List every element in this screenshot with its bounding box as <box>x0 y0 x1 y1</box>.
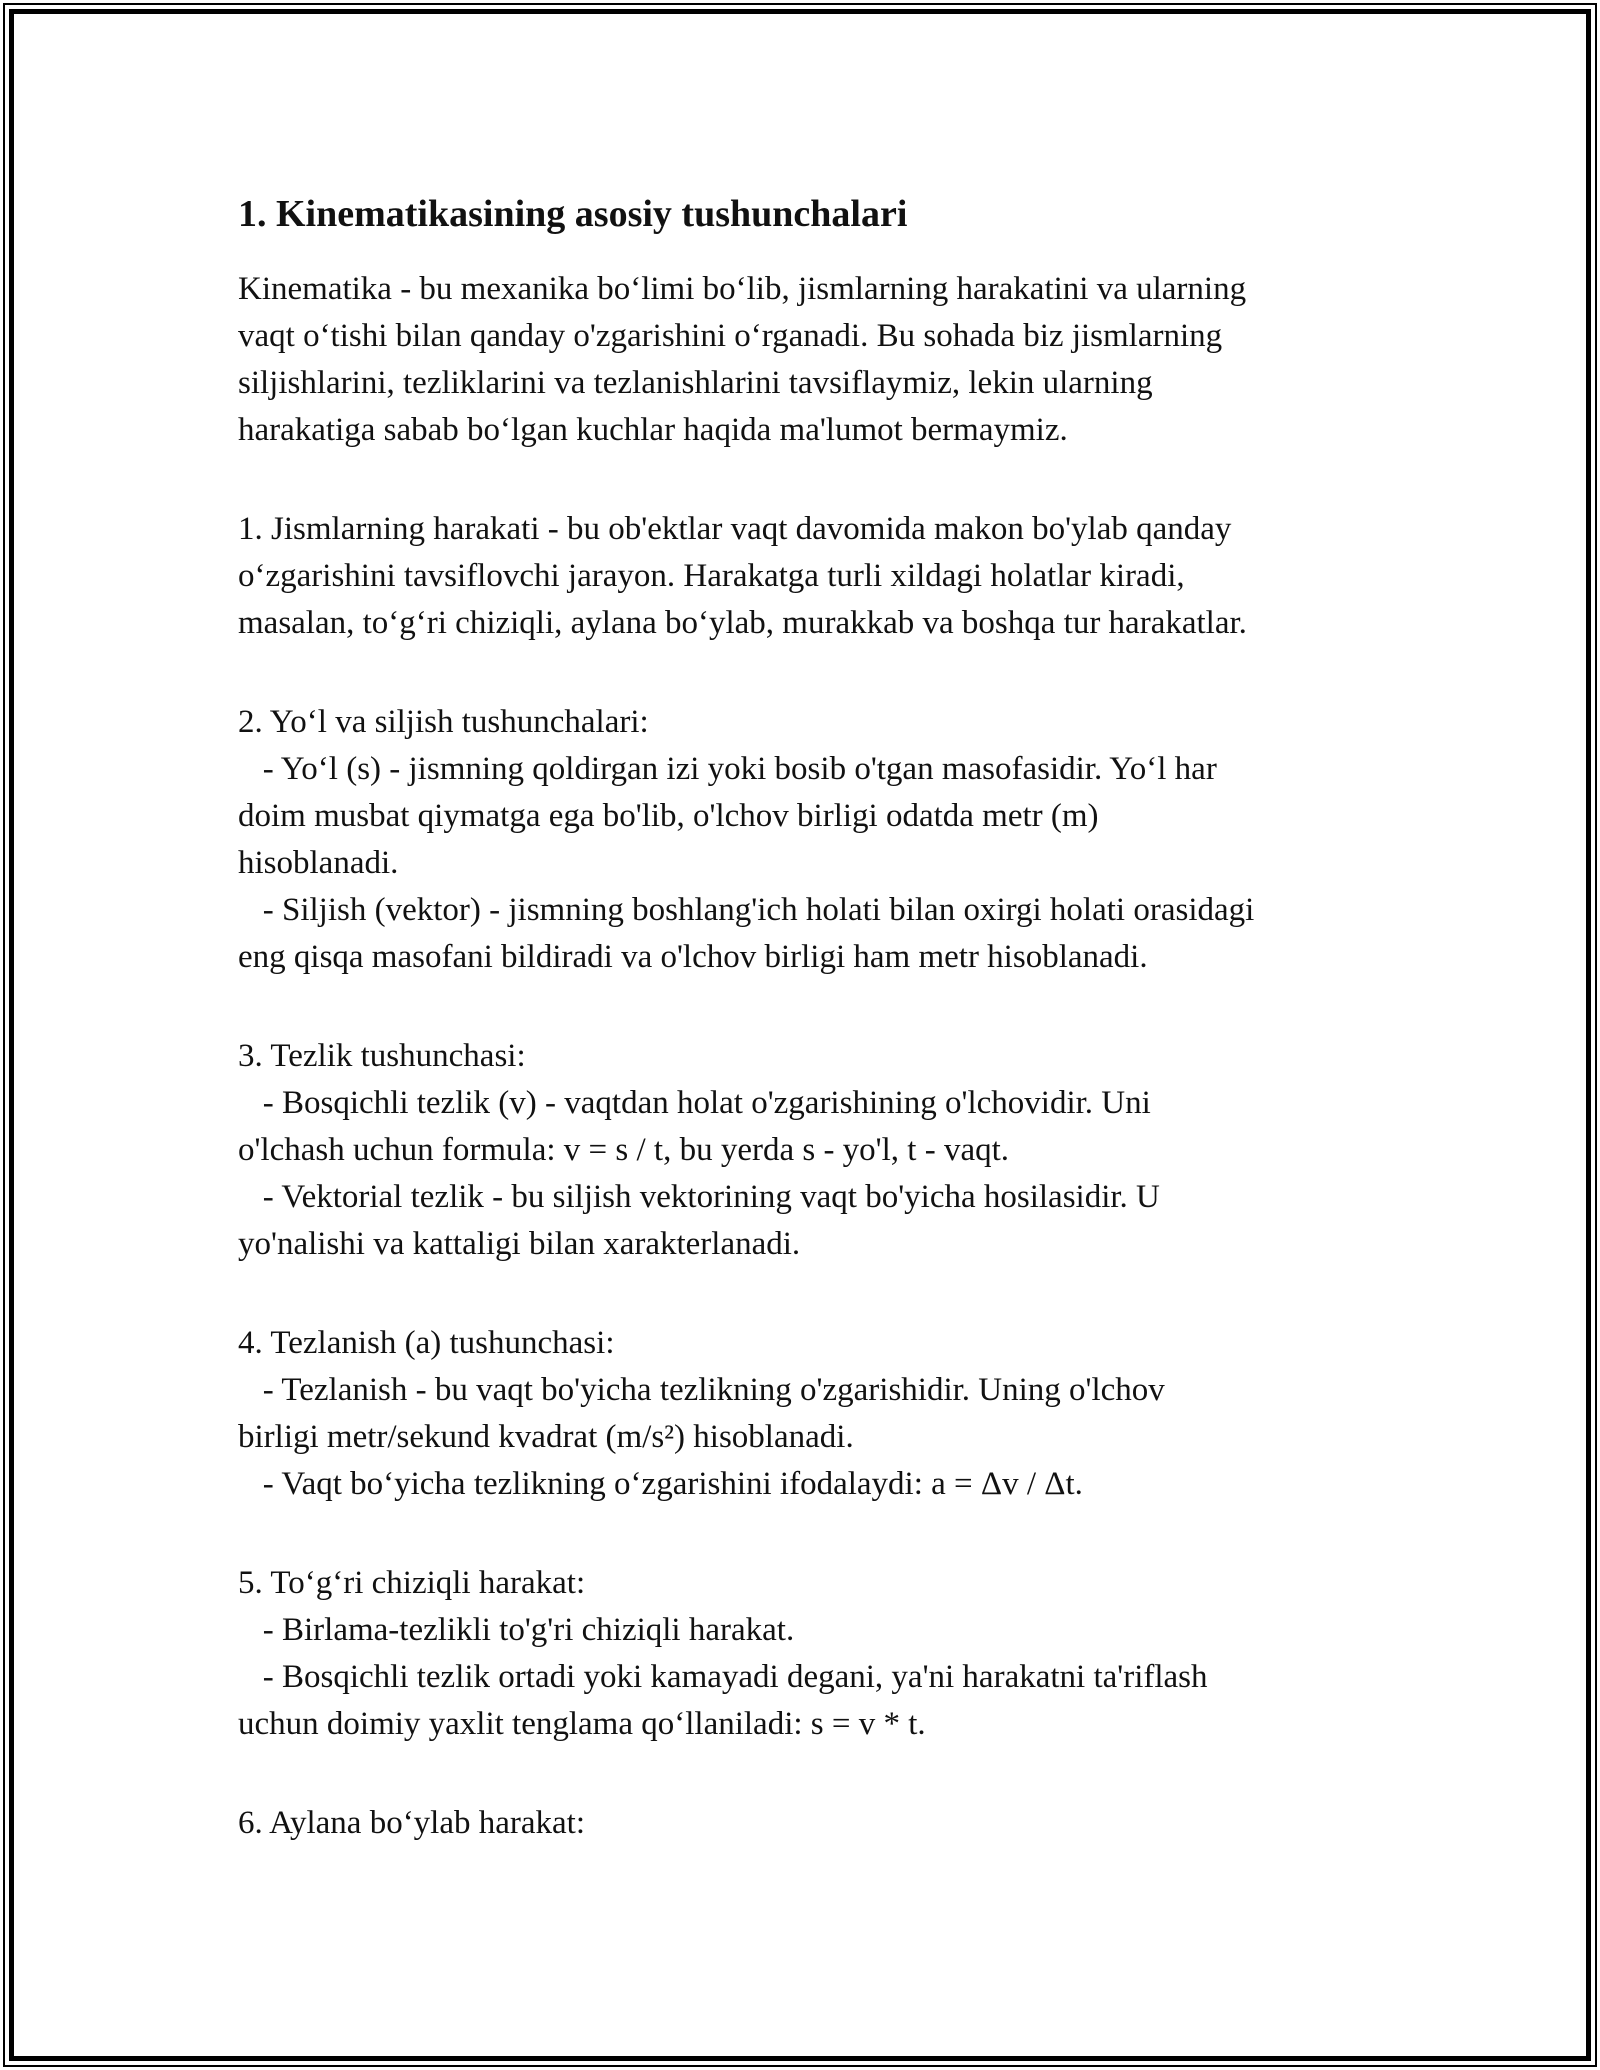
text-line: 4. Tezlanish (a) tushunchasi: <box>238 1325 615 1361</box>
text-line: 3. Tezlik tushunchasi: <box>238 1038 526 1074</box>
text-line: Kinematika - bu mexanika bo‘limi bo‘lib, jismlarning harakatini va ularning <box>238 271 1247 307</box>
text-line: - Vaqt bo‘yicha tezlikning o‘zgarishini ifodalaydi: a = Δv / Δt. <box>238 1466 1083 1502</box>
text-line: harakatiga sabab bo‘lgan kuchlar haqida ma'lumot bermaymiz. <box>238 412 1068 448</box>
document-page <box>238 190 1373 1847</box>
paragraph-section-1 <box>238 506 1373 647</box>
text-line: 6. Aylana bo‘ylab harakat: <box>238 1805 586 1841</box>
text-line: 1. Jismlarning harakati - bu ob'ektlar vaqt davomida makon bo'ylab qanday <box>238 511 1232 547</box>
text-line: o'lchash uchun formula: v = s / t, bu yerda s - yo'l, t - vaqt. <box>238 1132 1010 1168</box>
text-line: yo'nalishi va kattaligi bilan xarakterlanadi. <box>238 1226 801 1262</box>
text-line: uchun doimiy yaxlit tenglama qo‘llaniladi: s = v * t. <box>238 1706 926 1742</box>
text-line: vaqt o‘tishi bilan qanday o'zgarishini o‘rganadi. Bu sohada biz jismlarning <box>238 318 1223 354</box>
paragraph-section-3 <box>238 1033 1373 1268</box>
text-line: doim musbat qiymatga ega bo'lib, o'lchov birligi odatda metr (m) <box>238 798 1099 834</box>
text-line: siljishlarini, tezliklarini va tezlanishlarini tavsiflaymiz, lekin ularning <box>238 365 1153 401</box>
text-line: o‘zgarishini tavsiflovchi jarayon. Harakatga turli xildagi holatlar kiradi, <box>238 558 1185 594</box>
text-line: - Birlama-tezlikli to'g'ri chiziqli harakat. <box>238 1612 795 1648</box>
paragraph-section-4 <box>238 1320 1373 1508</box>
paragraph-section-6 <box>238 1800 1373 1847</box>
text-line: - Tezlanish - bu vaqt bo'yicha tezlikning o'zgarishidir. Uning o'lchov <box>238 1372 1165 1408</box>
paragraph-section-2 <box>238 699 1373 981</box>
paragraph-section-5 <box>238 1560 1373 1748</box>
document-title: 1. Kinematikasining asosiy tushunchalari <box>238 193 908 235</box>
text-line: masalan, to‘g‘ri chiziqli, aylana bo‘ylab, murakkab va boshqa tur harakatlar. <box>238 605 1247 641</box>
text-line: 5. To‘g‘ri chiziqli harakat: <box>238 1565 586 1601</box>
text-line: - Yo‘l (s) - jismning qoldirgan izi yoki bosib o'tgan masofasidir. Yo‘l har <box>238 751 1217 787</box>
text-line: 2. Yo‘l va siljish tushunchalari: <box>238 704 649 740</box>
text-line: - Bosqichli tezlik (v) - vaqtdan holat o'zgarishining o'lchovidir. Uni <box>238 1085 1151 1121</box>
paragraph-intro <box>238 266 1373 454</box>
text-line: - Bosqichli tezlik ortadi yoki kamayadi degani, ya'ni harakatni ta'riflash <box>238 1659 1208 1695</box>
text-line: - Vektorial tezlik - bu siljish vektorining vaqt bo'yicha hosilasidir. U <box>238 1179 1160 1215</box>
text-line: hisoblanadi. <box>238 845 399 881</box>
text-line: eng qisqa masofani bildiradi va o'lchov birligi ham metr hisoblanadi. <box>238 939 1148 975</box>
text-line: - Siljish (vektor) - jismning boshlang'ich holati bilan oxirgi holati orasidagi <box>238 892 1255 928</box>
text-line: birligi metr/sekund kvadrat (m/s²) hisoblanadi. <box>238 1419 854 1455</box>
